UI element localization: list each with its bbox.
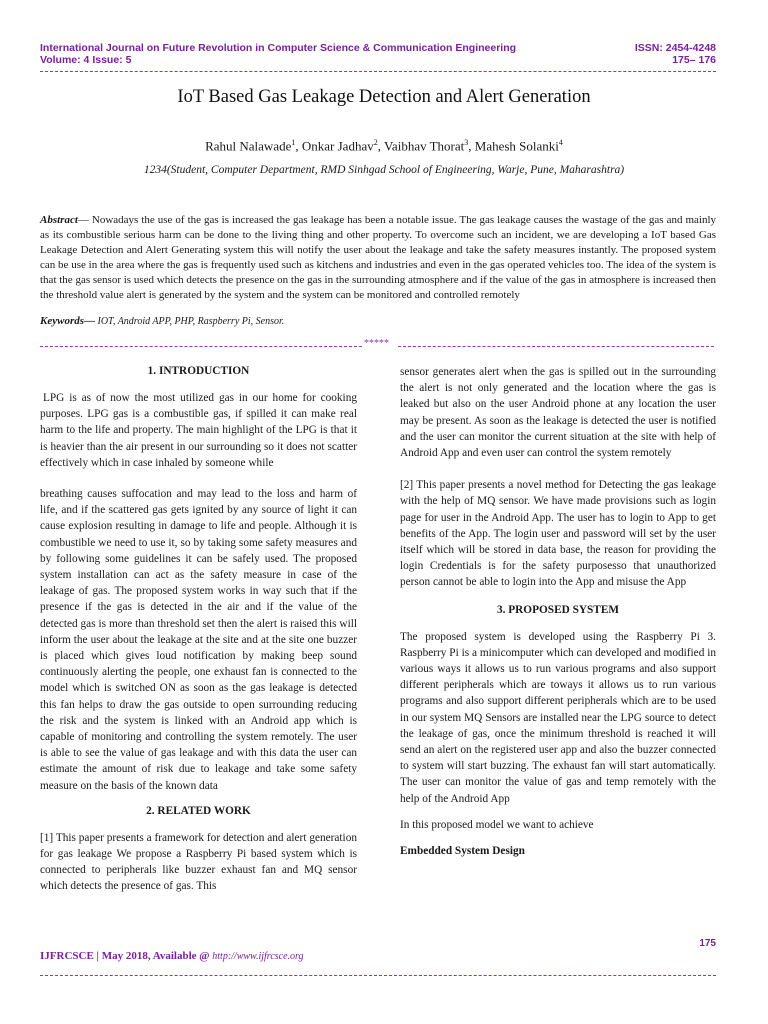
keywords-text: IOT, Android APP, PHP, Raspberry Pi, Sensor. (95, 316, 285, 327)
left-column (40, 364, 357, 895)
keywords (40, 314, 716, 329)
author-name: Onkar Jadhav (301, 138, 374, 154)
paragraph: [1] This paper presents a framework for detection and alert generation for gas leakage We propose a Raspberry Pi based system which is connected to peripherals like buzzer exhaust fan and MQ sensor which detects the presence of gas. This (40, 831, 357, 893)
author-sup: 2 (373, 138, 378, 147)
affiliation: 1234(Student, Computer Department, RMD Sinhgad School of Engineering, Warje, Pune, Maharashtra) (143, 164, 625, 176)
author-sup: 3 (464, 138, 469, 147)
separator-stars: ***** (364, 338, 389, 349)
right-column (400, 364, 716, 859)
page-number: 175 (699, 938, 716, 949)
footer-text: IJFRCSCE | May 2018, Available @ (40, 950, 213, 962)
volume-issue: Volume: 4 Issue: 5 (40, 54, 132, 66)
header-rule (40, 71, 716, 72)
paragraph: breathing causes suffocation and may lead to the loss and harm of life, and if the scattered gas gets ignited by any source of light it can cause explosion resulting in damage to life and people. Although it is combustible we need to use it, so by taking some safety measures and by following some guidelines it can be safely used. The proposed system installation can act as the safety measure in case of the leakage of gas. The proposed system works in way such that if the presence if the gas is detected in the air and if the value of the detected gas is more than threshold set then the alert is raised this will inform the user about the leakage at the site and at the site one buzzer is placed which gives loud notification by making beep sound continuously alerting the people, one exhaust fan is connected to the model which is switched ON as soon as the gas leakage is detected this fan helps to draw the gas outside to open surrounding reducing the risk and the system is linked with an Android app which is capable of monitoring and controlling the system remotely. The user is able to see the value of gas leakage and with this data the user can estimate the amount of risk due to leakage and take some safety measure on the basis of the known data (40, 488, 357, 792)
footer-rule (40, 975, 716, 976)
section-heading-proposed-system: 3. PROPOSED SYSTEM (496, 603, 620, 616)
keywords-label: Keywords— (40, 315, 95, 327)
author-name: Mahesh Solanki (474, 138, 559, 154)
separator-rule-right (398, 346, 714, 347)
paragraph: sensor generates alert when the gas is spilled out in the surrounding the alert is not only generated and the location where the gas is leaked but also on the user Android phone at any location the user may be present. As soon as the leakage is detected the user is notified and the user can monitor the current situation at the site with help of Android App and even user can control the system remotely (400, 366, 716, 460)
paragraph: LPG is as of now the most utilized gas in our home for cooking purposes. LPG gas is a combustible gas, if spilled it can make real harm to the life and property. The main highlight of the LPG is that it is heavier than the air present in our surrounding so it does not scatter effectively which in case inhaled by someone while (40, 392, 357, 469)
abstract-label: Abstract (40, 214, 78, 226)
abstract (40, 213, 716, 303)
paper-title: IoT Based Gas Leakage Detection and Alert Generation (177, 87, 591, 107)
author-name: Vaibhav Thorat (383, 138, 465, 154)
separator-rule-left (40, 346, 362, 347)
author-sup: 1 (291, 138, 296, 147)
issn: ISSN: 2454-4248 (634, 42, 716, 54)
authors: Rahul Nalawade$^1$, Onkar Jadhav$^2$, Vaibhav Thorat$^3$, Mahesh Solanki$^4$ (205, 138, 563, 154)
paragraph: The proposed system is developed using the Raspberry Pi 3. Raspberry Pi is a minicomputer which can developed and modified in various ways it allows us to run various programs and also support different peripherals which are toways it allows us to run various programs and also support different peripherals which are to be used in our system MQ Sensors are installed near the LPG source to detect the leakage of gas, once the minimum threshold is reached it will send an alert on the registered user app and also the buzzer connected to system will start buzzing. The exhaust fan will start automatically. The user can monitor the value of gas and temp remotely with the help of the Android App (400, 630, 716, 805)
page-range: 175– 176 (672, 54, 716, 66)
subheading-embedded-system-design: Embedded System Design (400, 845, 525, 858)
section-heading-related-work: 2. RELATED WORK (146, 804, 251, 817)
footer-citation (40, 950, 304, 962)
paragraph: [2] This paper presents a novel method for Detecting the gas leakage with the help of MQ sensor. We have made provisions such as login page for user in the Android App. The user has to login to App to get benefits of the App. The login user and password will set by the user itself which will be stored in data base, the reason for providing the login Credentials is for the safety purposesso that unauthorized person cannot be able to login into the App and misuse the App (400, 479, 716, 589)
journal-name: International Journal on Future Revolution in Computer Science & Communication Engineering (40, 42, 517, 54)
footer-url-link[interactable]: http://www.ijfrcsce.org (212, 951, 304, 962)
author-sup: 4 (558, 138, 563, 147)
section-heading-introduction: 1. INTRODUCTION (147, 365, 250, 377)
paragraph: In this proposed model we want to achieve (400, 818, 594, 831)
author-name: Rahul Nalawade (205, 138, 292, 154)
abstract-text: — Nowadays the use of the gas is increased the gas leakage has been a notable issue. The gas leakage causes the wastage of the gas and mainly as its combustible serious harm can be done to the living thing and other property. To overcome such an incident, we are developing a IoT based Gas Leakage Detection and Alert Generating system this will notify the user about the leakage and take the safety measures instantly. The proposed system can be use in the area where the gas is frequently used such as kitchens and industries and even in the gas operated vehicles too. The idea of the system is that the gas sensor is used which detects the presence on the gas in the surrounding atmosphere and if the value of the gas in atmosphere is increased then the threshold value alert is generated by the system and the system can be monitored and controlled remotely (40, 214, 716, 301)
